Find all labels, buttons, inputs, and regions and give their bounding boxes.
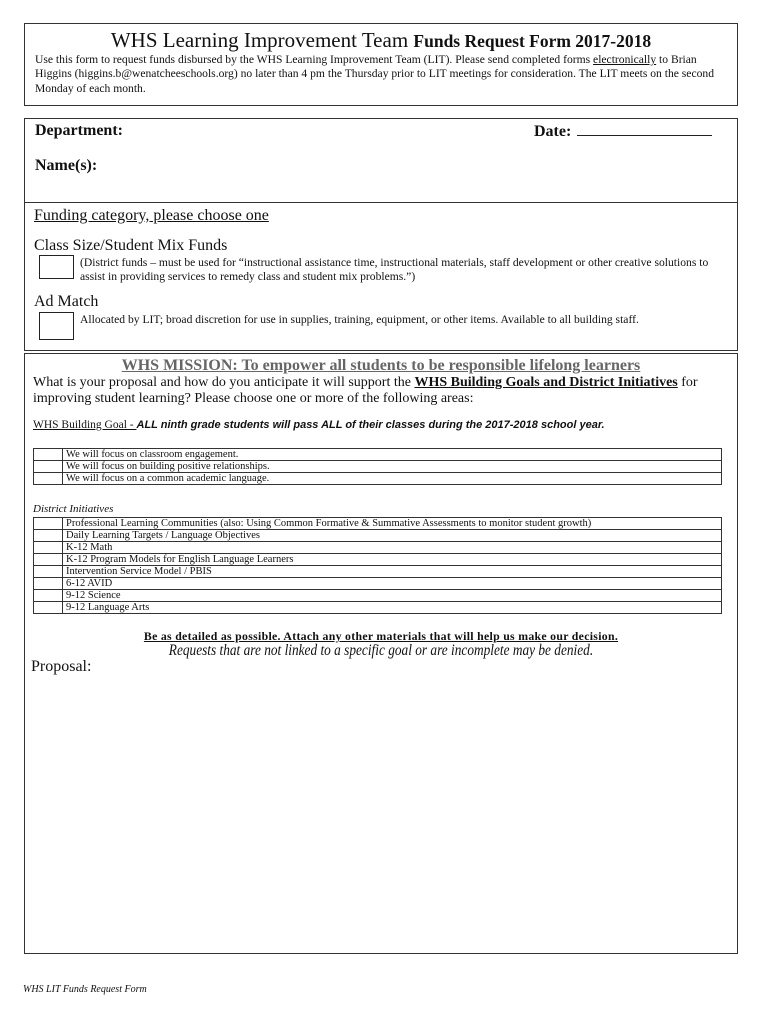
goal-row [34,473,722,485]
district-checkbox[interactable] [34,590,63,602]
goal-item: We will focus on classroom engagement. [63,449,722,461]
goal-checkbox[interactable] [34,461,63,473]
header-box [24,23,738,106]
district-item: K-12 Program Models for English Language Learners [63,554,722,566]
date-label: Date: [534,123,572,140]
proposal-prompt: What is your proposal and how do you anticipate it will support the WHS Building Goals and District Initiatives for improving student learning? Please choose one or more of the following areas: [33,375,698,406]
district-row [34,554,722,566]
district-row [34,602,722,614]
goal-item: We will focus on building positive relationships. [63,461,722,473]
department-label: Department: [35,122,123,139]
district-checkbox[interactable] [34,518,63,530]
date-field[interactable] [534,122,712,141]
goal-item: We will focus on a common academic language. [63,473,722,485]
goal-checkbox[interactable] [34,449,63,461]
info-box [24,118,738,351]
district-table [33,517,722,614]
intro-underlined: electronically [593,53,657,66]
district-row [34,578,722,590]
district-item: 9-12 Language Arts [63,602,722,614]
class-size-checkbox[interactable] [39,255,74,279]
proposal-text-area[interactable] [31,680,731,947]
district-item: K-12 Math [63,542,722,554]
category-ad-match-desc: Allocated by LIT; broad discretion for use in supplies, training, equipment, or other items. Available to all building staff. [80,313,639,326]
proposal-label: Proposal: [31,658,92,675]
form-title [25,28,737,53]
ad-match-checkbox[interactable] [39,312,74,340]
district-checkbox[interactable] [34,578,63,590]
title-plain: WHS Learning Improvement Team [110,28,409,52]
funding-heading: Funding category, please choose one [34,207,269,224]
goal-text: ALL ninth grade students will pass ALL of their classes during the 2017-2018 school year. [136,419,605,431]
mission-statement: WHS MISSION: To empower all students to be responsible lifelong learners [121,357,641,374]
category-class-size-desc: (District funds – must be used for “instructional assistance time, instructional materials, staff development or other creative solutions to assist in providing services to remedy class and student mix problems.”) [80,256,709,284]
category-ad-match-name: Ad Match [34,293,99,310]
intro-text: Use this form to request funds disbursed by the WHS Learning Improvement Team (LIT). Please send completed forms electronically to Brian Higgins (higgins.b@wenatcheeschools.org) no later than 4 pm the Thursday prior to LIT meetings for consideration. The LIT meets on the second Monday of each month. [35,53,714,95]
goal-row [34,461,722,473]
goal-table [33,448,722,485]
district-item: 6-12 AVID [63,578,722,590]
denied-note: Requests that are not linked to a specific goal or are incomplete may be denied. [168,642,594,659]
district-row [34,566,722,578]
district-item: Daily Learning Targets / Language Objectives [63,530,722,542]
date-line[interactable] [577,122,712,136]
district-item: 9-12 Science [63,590,722,602]
district-checkbox[interactable] [34,530,63,542]
district-row [34,590,722,602]
detail-note: Be as detailed as possible. Attach any other materials that will help us make our decision. [143,629,619,643]
goal-checkbox[interactable] [34,473,63,485]
divider [25,202,737,203]
title-bold: Funds Request Form 2017-2018 [413,31,652,51]
names-label: Name(s): [35,157,98,174]
footer-text: WHS LIT Funds Request Form [23,984,147,995]
goal-row [34,449,722,461]
district-item: Professional Learning Communities (also: Using Common Formative & Summative Assessments to monitor student growth) [63,518,722,530]
district-checkbox[interactable] [34,566,63,578]
building-goal [33,419,605,431]
proposal-box [24,353,738,954]
prompt-goals-link: WHS Building Goals and District Initiatives [414,375,678,390]
district-row [34,530,722,542]
district-row [34,542,722,554]
district-checkbox[interactable] [34,542,63,554]
district-row [34,518,722,530]
district-checkbox[interactable] [34,554,63,566]
category-class-size-name: Class Size/Student Mix Funds [34,237,228,254]
district-initiatives-label: District Initiatives [33,503,114,515]
district-item: Intervention Service Model / PBIS [63,566,722,578]
goal-label: WHS Building Goal - [33,419,137,431]
district-checkbox[interactable] [34,602,63,614]
